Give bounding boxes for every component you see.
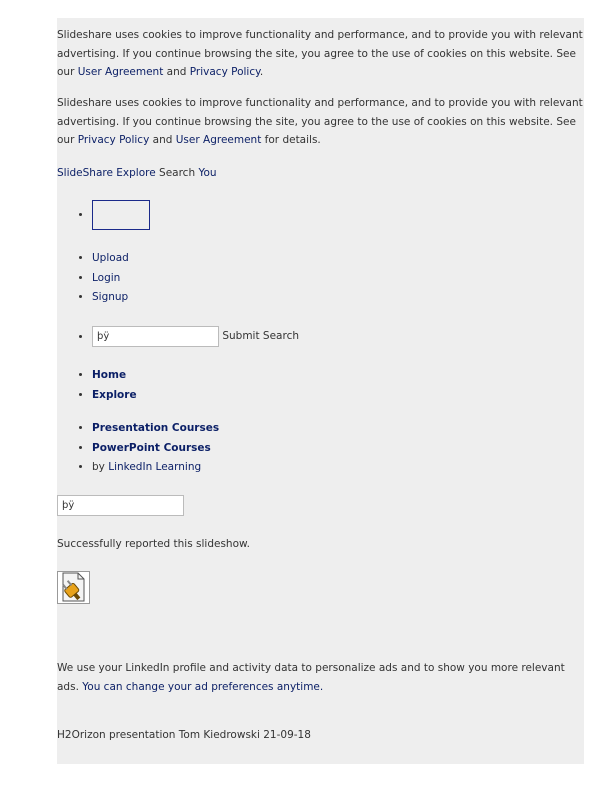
main-nav: [57, 366, 584, 405]
slideshow-title: [57, 726, 584, 745]
explore-link[interactable]: Explore: [116, 167, 156, 179]
cookie-notice-2: [57, 94, 584, 150]
logo-list: [57, 200, 584, 230]
signup-link[interactable]: Signup: [92, 291, 129, 303]
report-status-text: Successfully reported this slideshow.: [57, 538, 250, 550]
courses-list: [57, 419, 584, 478]
search-input[interactable]: [92, 326, 219, 347]
slideshare-link[interactable]: SlideShare: [57, 167, 113, 179]
upload-link[interactable]: Upload: [92, 252, 129, 264]
report-status: [57, 535, 584, 554]
privacy-policy-link[interactable]: Privacy Policy: [77, 134, 150, 146]
privacy-policy-link[interactable]: Privacy Policy: [189, 66, 260, 78]
slideshow-title-text: H2Orizon presentation Tom Kiedrowski 21-09-18: [57, 729, 311, 741]
linkedin-learning-link[interactable]: LinkedIn Learning: [108, 461, 202, 473]
ad-notice: [57, 659, 584, 696]
cookie-notice-text: .: [259, 66, 264, 78]
search-label: Search: [159, 167, 196, 179]
presentation-courses-link[interactable]: Presentation Courses: [92, 422, 220, 434]
explore-nav-link[interactable]: Explore: [92, 388, 137, 401]
secondary-input[interactable]: [57, 495, 184, 516]
user-agreement-link[interactable]: User Agreement: [77, 66, 164, 78]
powerpoint-courses-link[interactable]: PowerPoint Courses: [92, 441, 211, 454]
secondary-input-wrap: [57, 495, 584, 516]
user-agreement-link[interactable]: User Agreement: [175, 134, 262, 146]
cookie-notice-1: [57, 26, 584, 82]
top-nav: [57, 164, 584, 183]
by-label: by: [92, 461, 109, 473]
ad-notice-text: We use your LinkedIn profile and activity data to personalize ads and to show you more relevant ads.: [57, 662, 565, 693]
cookie-notice-text: and: [163, 66, 190, 78]
cookie-notice-text: for details.: [261, 134, 321, 146]
account-links: [57, 249, 584, 308]
missing-plugin-icon: [57, 571, 90, 604]
plugin-area: [57, 571, 584, 604]
search-form: [57, 326, 584, 347]
submit-search-button[interactable]: Submit Search: [222, 329, 300, 342]
cookie-notice-text: and: [149, 134, 176, 146]
cookie-notice-text: Slideshare uses cookies to improve functionality and performance, and to provide you with relevant advertising. If you continue browsing the site, you agree to the use of cookies on this website. See our: [57, 29, 583, 78]
logo-link[interactable]: [92, 200, 150, 230]
you-link[interactable]: You: [198, 167, 217, 179]
login-link[interactable]: Login: [92, 271, 121, 284]
ad-preferences-link[interactable]: You can change your ad preferences anytime.: [82, 680, 324, 693]
cookie-notice-text: Slideshare uses cookies to improve functionality and performance, and to provide you with relevant advertising. If you continue browsing the site, you agree to the use of cookies on this website. See our: [57, 97, 583, 146]
home-link[interactable]: Home: [92, 369, 127, 381]
page-panel: [57, 18, 584, 764]
